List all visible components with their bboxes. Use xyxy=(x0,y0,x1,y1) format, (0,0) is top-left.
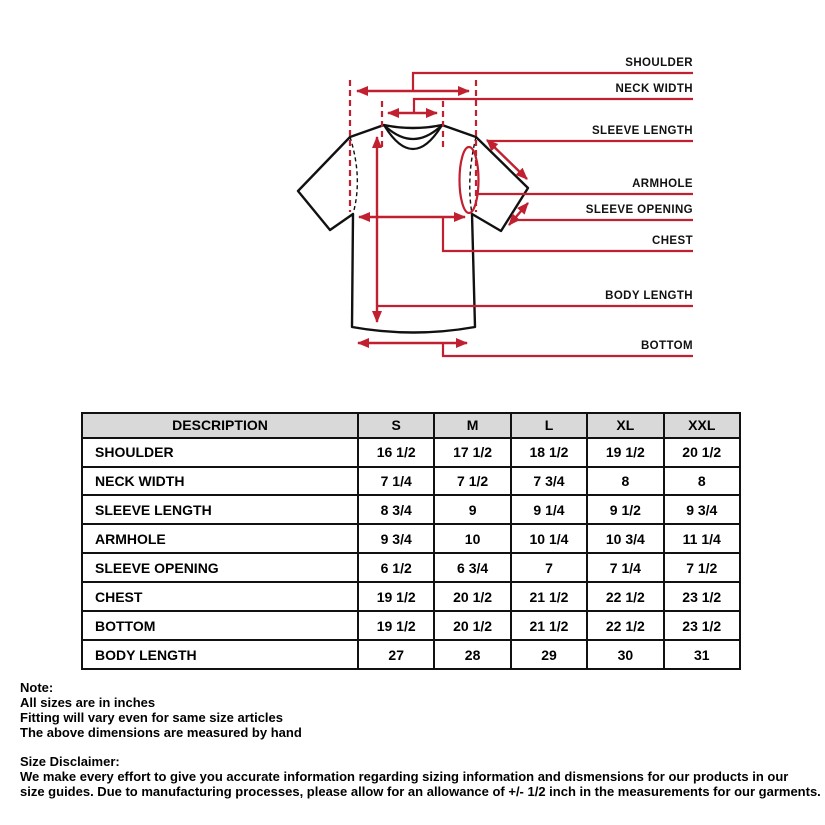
column-header: M xyxy=(434,413,510,438)
diagram-label-sleeve-length: SLEEVE LENGTH xyxy=(591,125,693,137)
size-value: 9 1/4 xyxy=(511,495,587,524)
note-line: The above dimensions are measured by hand xyxy=(20,724,302,740)
size-value: 6 1/2 xyxy=(358,553,434,582)
row-label: SHOULDER xyxy=(82,438,358,467)
row-label: BODY LENGTH xyxy=(82,640,358,669)
size-value: 20 1/2 xyxy=(434,582,510,611)
table-row xyxy=(82,582,740,611)
diagram-label-body-length: BODY LENGTH xyxy=(605,290,693,302)
table-row xyxy=(82,495,740,524)
table-row xyxy=(82,438,740,467)
note-line: Fitting will vary even for same size articles xyxy=(20,709,283,725)
size-value: 7 1/4 xyxy=(358,467,434,496)
diagram-label-chest: CHEST xyxy=(652,235,693,247)
disclaimer-heading: Size Disclaimer: xyxy=(20,754,120,769)
diagram-label-bottom: BOTTOM xyxy=(640,340,693,352)
disclaimer-line: We make every effort to give you accurate information regarding sizing information and dismensions for our products in our xyxy=(20,768,789,784)
size-value: 9 xyxy=(434,495,510,524)
size-value: 7 1/4 xyxy=(587,553,663,582)
size-value: 29 xyxy=(511,640,587,669)
size-value: 23 1/2 xyxy=(664,582,740,611)
row-label: SLEEVE LENGTH xyxy=(82,495,358,524)
column-header: DESCRIPTION xyxy=(82,413,358,438)
row-label: BOTTOM xyxy=(82,611,358,640)
size-value: 19 1/2 xyxy=(358,611,434,640)
size-value: 7 1/2 xyxy=(434,467,510,496)
size-value: 11 1/4 xyxy=(664,524,740,553)
diagram-label-sleeve-opening: SLEEVE OPENING xyxy=(585,204,693,216)
size-value: 8 xyxy=(664,467,740,496)
size-value: 7 3/4 xyxy=(511,467,587,496)
disclaimer-block xyxy=(20,755,821,800)
diagram-label-shoulder: SHOULDER xyxy=(625,57,693,69)
size-value: 9 3/4 xyxy=(358,524,434,553)
row-label: CHEST xyxy=(82,582,358,611)
notes-heading: Note: xyxy=(20,680,54,695)
size-value: 8 3/4 xyxy=(358,495,434,524)
size-value: 16 1/2 xyxy=(358,438,434,467)
column-header: XXL xyxy=(664,413,740,438)
diagram-label-armhole: ARMHOLE xyxy=(632,178,693,190)
table-row xyxy=(82,553,740,582)
size-table-body xyxy=(82,438,740,669)
size-value: 9 1/2 xyxy=(587,495,663,524)
table-row xyxy=(82,467,740,496)
size-value: 8 xyxy=(587,467,663,496)
note-line: All sizes are in inches xyxy=(20,694,156,710)
size-value: 30 xyxy=(587,640,663,669)
row-label: SLEEVE OPENING xyxy=(82,553,358,582)
size-value: 6 3/4 xyxy=(434,553,510,582)
table-row xyxy=(82,640,740,669)
size-value: 9 3/4 xyxy=(664,495,740,524)
size-value: 28 xyxy=(434,640,510,669)
size-value: 10 xyxy=(434,524,510,553)
disclaimer-line: size guides. Due to manufacturing processes, please allow for an allowance of +/- 1/2 inch in the measurements for our garments. xyxy=(20,783,821,799)
row-label: ARMHOLE xyxy=(82,524,358,553)
neck-width-connector xyxy=(414,99,693,113)
size-value: 19 1/2 xyxy=(358,582,434,611)
size-value: 22 1/2 xyxy=(587,582,663,611)
diagram-label-neck-width: NECK WIDTH xyxy=(615,83,693,95)
size-value: 18 1/2 xyxy=(511,438,587,467)
size-value: 20 1/2 xyxy=(434,611,510,640)
table-header-row xyxy=(82,413,740,438)
size-value: 10 3/4 xyxy=(587,524,663,553)
size-value: 21 1/2 xyxy=(511,582,587,611)
size-value: 7 1/2 xyxy=(664,553,740,582)
size-value: 20 1/2 xyxy=(664,438,740,467)
table-row xyxy=(82,524,740,553)
size-value: 22 1/2 xyxy=(587,611,663,640)
size-value: 10 1/4 xyxy=(511,524,587,553)
size-table xyxy=(81,412,741,670)
notes-block xyxy=(20,681,302,741)
size-value: 27 xyxy=(358,640,434,669)
size-value: 7 xyxy=(511,553,587,582)
size-table-header xyxy=(82,413,740,438)
tshirt-outline xyxy=(298,125,528,333)
column-header: S xyxy=(358,413,434,438)
column-header: XL xyxy=(587,413,663,438)
size-value: 19 1/2 xyxy=(587,438,663,467)
size-value: 17 1/2 xyxy=(434,438,510,467)
column-header: L xyxy=(511,413,587,438)
size-value: 21 1/2 xyxy=(511,611,587,640)
size-value: 31 xyxy=(664,640,740,669)
table-row xyxy=(82,611,740,640)
row-label: NECK WIDTH xyxy=(82,467,358,496)
size-value: 23 1/2 xyxy=(664,611,740,640)
tshirt-measurement-diagram xyxy=(0,0,825,400)
